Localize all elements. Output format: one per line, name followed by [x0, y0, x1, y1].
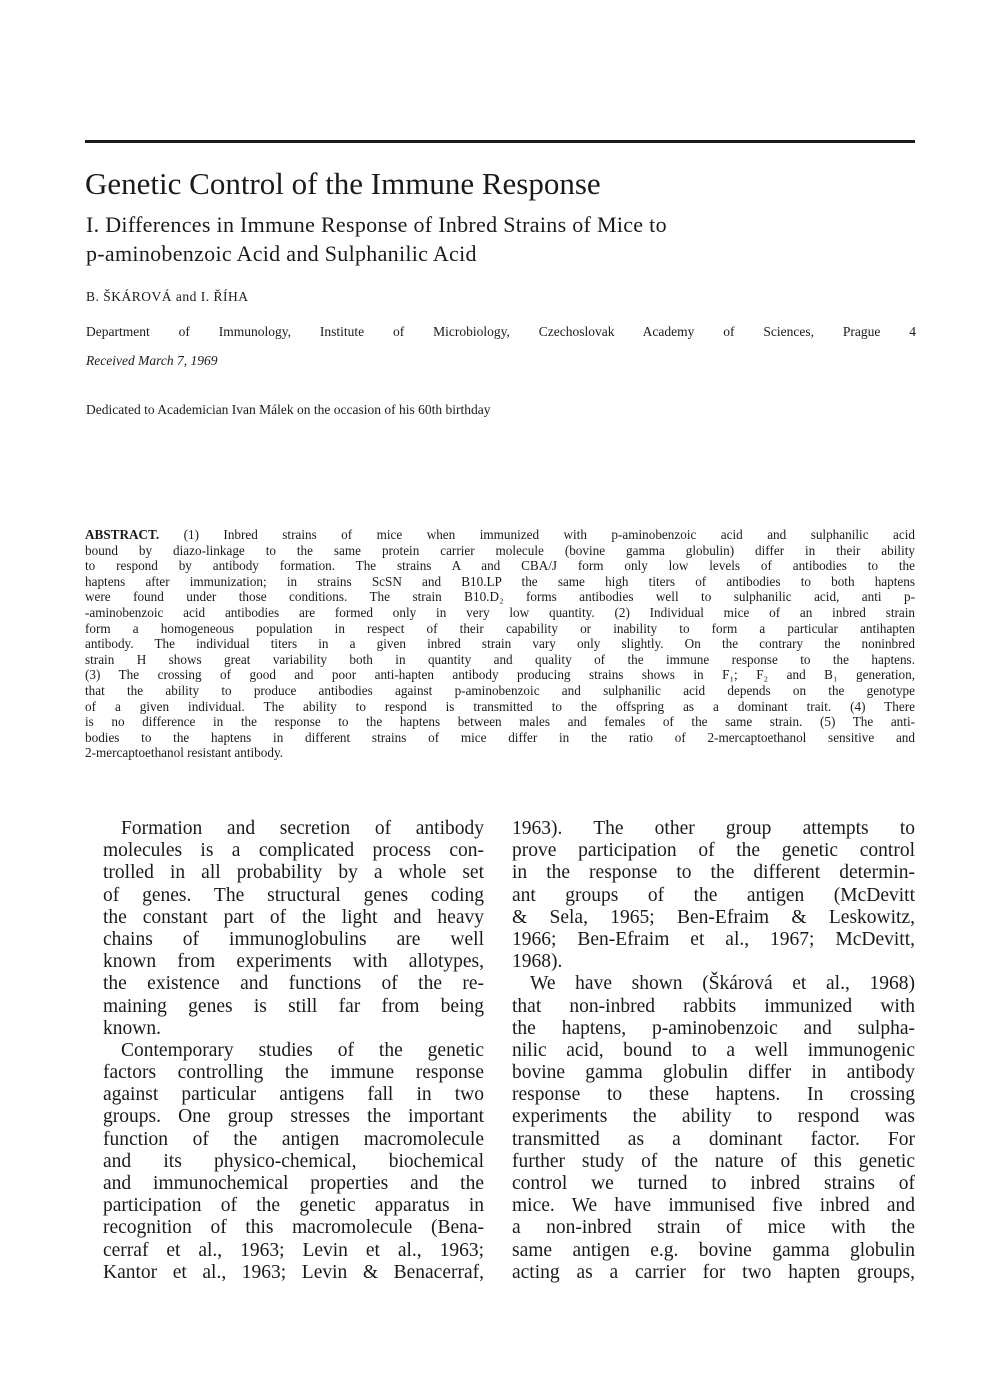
body-text-line: & Sela, 1965; Ben-Efraim & Leskowitz,	[512, 906, 915, 928]
body-text-line: bovine gamma globulin differ in antibody	[512, 1062, 915, 1084]
body-text-line: in the response to the different determin-	[512, 862, 915, 884]
abstract-line: (3) The crossing of good and poor anti-hapten antibody producing strains shows in F₁; F₂ and B₁ generation,	[85, 667, 915, 683]
body-text-line: maining genes is still far from being	[103, 995, 484, 1017]
body-text-line: Formation and secretion of antibody	[121, 818, 484, 839]
body-text-line: 1966; Ben-Efraim et al., 1967; McDevitt,	[512, 928, 915, 950]
abstract-line: form a homogeneous population in respect of their capability or inability to form a particular antihapten	[85, 620, 915, 636]
body-text-line: groups. One group stresses the important	[103, 1106, 484, 1128]
dedication: Dedicated to Academician Ivan Málek on the occasion of his 60th birthday	[86, 402, 491, 417]
abstract-line: is no difference in the response to the haptens between males and females of the same strain. (5) The anti-	[85, 714, 915, 730]
abstract-line: of a given individual. The ability to respond is transmitted to the offspring as a dominant trait. (4) There	[85, 698, 915, 714]
body-text-line: molecules is a complicated process con-	[103, 840, 484, 862]
abstract-line: were found under those conditions. The strain B10.D₂ forms antibodies well to sulphanilic acid, anti p-	[85, 589, 915, 605]
abstract-line: strain H shows great variability both in quantity and quality of the immune response to the haptens.	[85, 651, 915, 667]
header-rule	[85, 140, 915, 143]
authors: B. ŠKÁROVÁ and I. ŘÍHA	[86, 289, 249, 304]
body-text-line: known from experiments with allotypes,	[103, 951, 484, 973]
body-text-line: recognition of this macromolecule (Bena-	[103, 1217, 484, 1239]
article-subtitle-line-2: p-aminobenzoic Acid and Sulphanilic Acid	[86, 241, 477, 266]
body-text-line: prove participation of the genetic control	[512, 840, 915, 862]
abstract-line: that the ability to produce antibodies against p-aminobenzoic and sulphanilic acid depends on the genotype	[85, 682, 915, 698]
abstract-line: haptens after immunization; in strains ScSN and B10.LP the same high titers of antibodies to both haptens	[85, 573, 915, 589]
abstract-line: bodies to the haptens in different strains of mice differ in the ratio of 2-mercaptoethanol sensitive and	[85, 729, 915, 745]
article-subtitle-line-1: I. Differences in Immune Response of Inbred Strains of Mice to	[86, 212, 667, 237]
body-text-line: same antigen e.g. bovine gamma globulin	[512, 1239, 915, 1261]
abstract-line: -aminobenzoic acid antibodies are formed only in very low quantity. (2) Individual mice of an inbred strain	[85, 604, 915, 620]
body-text-line: control we turned to inbred strains of	[512, 1173, 915, 1194]
body-text-line: known.	[103, 1017, 161, 1039]
abstract	[85, 527, 915, 761]
body-text-line: and its physico-chemical, biochemical	[103, 1150, 484, 1172]
body-text-line: acting as a carrier for two hapten groups,	[512, 1261, 915, 1283]
body-text-line: chains of immunoglobulins are well	[103, 928, 484, 950]
body-text-line: participation of the genetic apparatus in	[103, 1195, 484, 1217]
received-date: Received March 7, 1969	[86, 353, 218, 368]
body-text-line: mice. We have immunised five inbred and	[512, 1195, 915, 1217]
body-text-line: cerraf et al., 1963; Levin et al., 1963;	[103, 1239, 484, 1261]
body-text-line: 1963). The other group attempts to	[512, 818, 915, 839]
body-text-line: the haptens, p-aminobenzoic and sulpha-	[512, 1017, 915, 1039]
abstract-line: to respond by antibody formation. The strains A and CBA/J form only low levels of antibodies to the	[85, 558, 915, 574]
abstract-line: bound by diazo-linkage to the same protein carrier molecule (bovine gamma globulin) differ in their ability	[85, 542, 915, 558]
abstract-line: 2-mercaptoethanol resistant antibody.	[85, 745, 283, 761]
body-text-line: Kantor et al., 1963; Levin & Benacerraf,	[103, 1261, 484, 1283]
body-text-line: and immunochemical properties and the	[103, 1173, 484, 1194]
body-right-column	[512, 818, 915, 1284]
body-text-line: against particular antigens fall in two	[103, 1084, 484, 1106]
article-title: Genetic Control of the Immune Response	[85, 166, 601, 201]
body-text-line: experiments the ability to respond was	[512, 1106, 915, 1128]
affiliation: Department of Immunology, Institute of Microbiology, Czechoslovak Academy of Sciences, Prague 4	[86, 324, 916, 339]
body-text-line: transmitted as a dominant factor. For	[512, 1128, 915, 1150]
abstract-line: antibody. The individual titers in a given inbred strain vary only slightly. On the contrary the noninbred	[85, 636, 915, 652]
body-text-line: We have shown (Škárová et al., 1968)	[530, 973, 915, 995]
body-text-line: of genes. The structural genes coding	[103, 884, 484, 906]
body-text-line: that non-inbred rabbits immunized with	[512, 995, 915, 1017]
body-text-line: 1968).	[512, 951, 563, 973]
body-text-line: further study of the nature of this genetic	[512, 1150, 915, 1172]
body-text-line: function of the antigen macromolecule	[103, 1128, 484, 1150]
body-text-line: response to these haptens. In crossing	[512, 1084, 915, 1106]
body-text-line: a non-inbred strain of mice with the	[512, 1217, 915, 1239]
body-text-line: factors controlling the immune response	[103, 1062, 484, 1084]
abstract-line	[85, 527, 915, 543]
body-text-line: trolled in all probability by a whole set	[103, 862, 484, 884]
body-text-line: nilic acid, bound to a well immunogenic	[512, 1039, 915, 1061]
abstract-text: (1) Inbred strains of mice when immunized with p-aminobenzoic acid and sulphanilic acid	[159, 527, 915, 542]
body-text-line: ant groups of the antigen (McDevitt	[512, 884, 915, 906]
abstract-label: ABSTRACT.	[85, 527, 160, 542]
body-text-line: the constant part of the light and heavy	[103, 906, 484, 928]
body-text-line: the existence and functions of the re-	[103, 973, 484, 995]
body-left-column	[103, 818, 484, 1284]
body-text-line: Contemporary studies of the genetic	[121, 1039, 484, 1061]
